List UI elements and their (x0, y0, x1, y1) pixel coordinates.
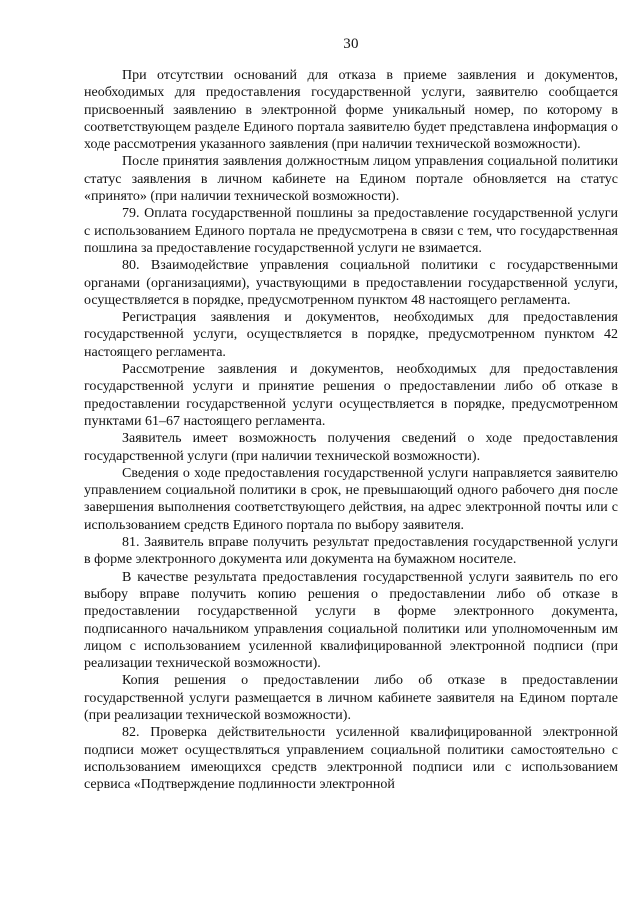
paragraph: При отсутствии оснований для отказа в приеме заявления и документов, необходимых для предоставления государственной услуги, заявителю сообщается присвоенный заявлению в электронной форме уникальный номер, по которому в соответствующем разделе Единого портала заявителю будет представлена информация о ходе рассмотрения указанного заявления (при наличии технической возможности). (84, 68, 618, 153)
paragraph: Регистрация заявления и документов, необходимых для предоставления государственной услуги, осуществляется в порядке, предусмотренном пунктом 42 настоящего регламента. (84, 310, 618, 360)
paragraph: 79. Оплата государственной пошлины за предоставление государственной услуги с использованием Единого портала не предусмотрена в связи с тем, что государственная пошлина за предоставление государственной услуги не взимается. (84, 206, 618, 256)
paragraph: Копия решения о предоставлении либо об отказе в предоставлении государственной услуги размещается в личном кабинете заявителя на Едином портале (при реализации технической возможности). (84, 673, 618, 723)
paragraph: Сведения о ходе предоставления государственной услуги направляется заявителю управлением социальной политики в срок, не превышающий одного рабочего дня после завершения выполнения соответствующего действия, на адрес электронной почты или с использованием средств Единого портала по выбору заявителя. (84, 465, 618, 533)
paragraph: После принятия заявления должностным лицом управления социальной политики статус заявления в личном кабинете на Едином портале обновляется на статус «принято» (при наличии технической возможности). (84, 154, 618, 205)
paragraph: 81. Заявитель вправе получить результат предоставления государственной услуги в форме электронного документа или документа на бумажном носителе. (84, 535, 618, 568)
page-number: 30 (343, 36, 359, 52)
paragraph: Заявитель имеет возможность получения сведений о ходе предоставления государственной услуги (при наличии технической возможности). (84, 431, 618, 464)
paragraph: В качестве результата предоставления государственной услуги заявитель по его выбору вправе получить копию решения о предоставлении либо об отказе в предоставлении государственной услуги в форме электронного документа, подписанного начальником управления социальной политики или уполномоченным им лицом с использованием усиленной квалифицированной электронной подписи (при реализации технической возможности). (84, 569, 618, 672)
paragraph: Рассмотрение заявления и документов, необходимых для предоставления государственной услуги и принятие решения о предоставлении либо об отказе в предоставлении государственной услуги осуществляется в порядке, предусмотренном пунктами 61–67 настоящего регламента. (84, 362, 618, 429)
paragraph: 80. Взаимодействие управления социальной политики с государственными органами (организациями), участвующими в предоставлении государственной услуги, осуществляется в порядке, предусмотренном пунктом 48 настоящего регламента. (84, 258, 618, 308)
paragraph: 82. Проверка действительности усиленной квалифицированной электронной подписи может осуществляться управлением социальной политики самостоятельно с использованием имеющихся средств электронной подписи или с использованием сервиса «Подтверждение подлинности электронной (84, 725, 618, 793)
document-page (84, 0, 618, 793)
